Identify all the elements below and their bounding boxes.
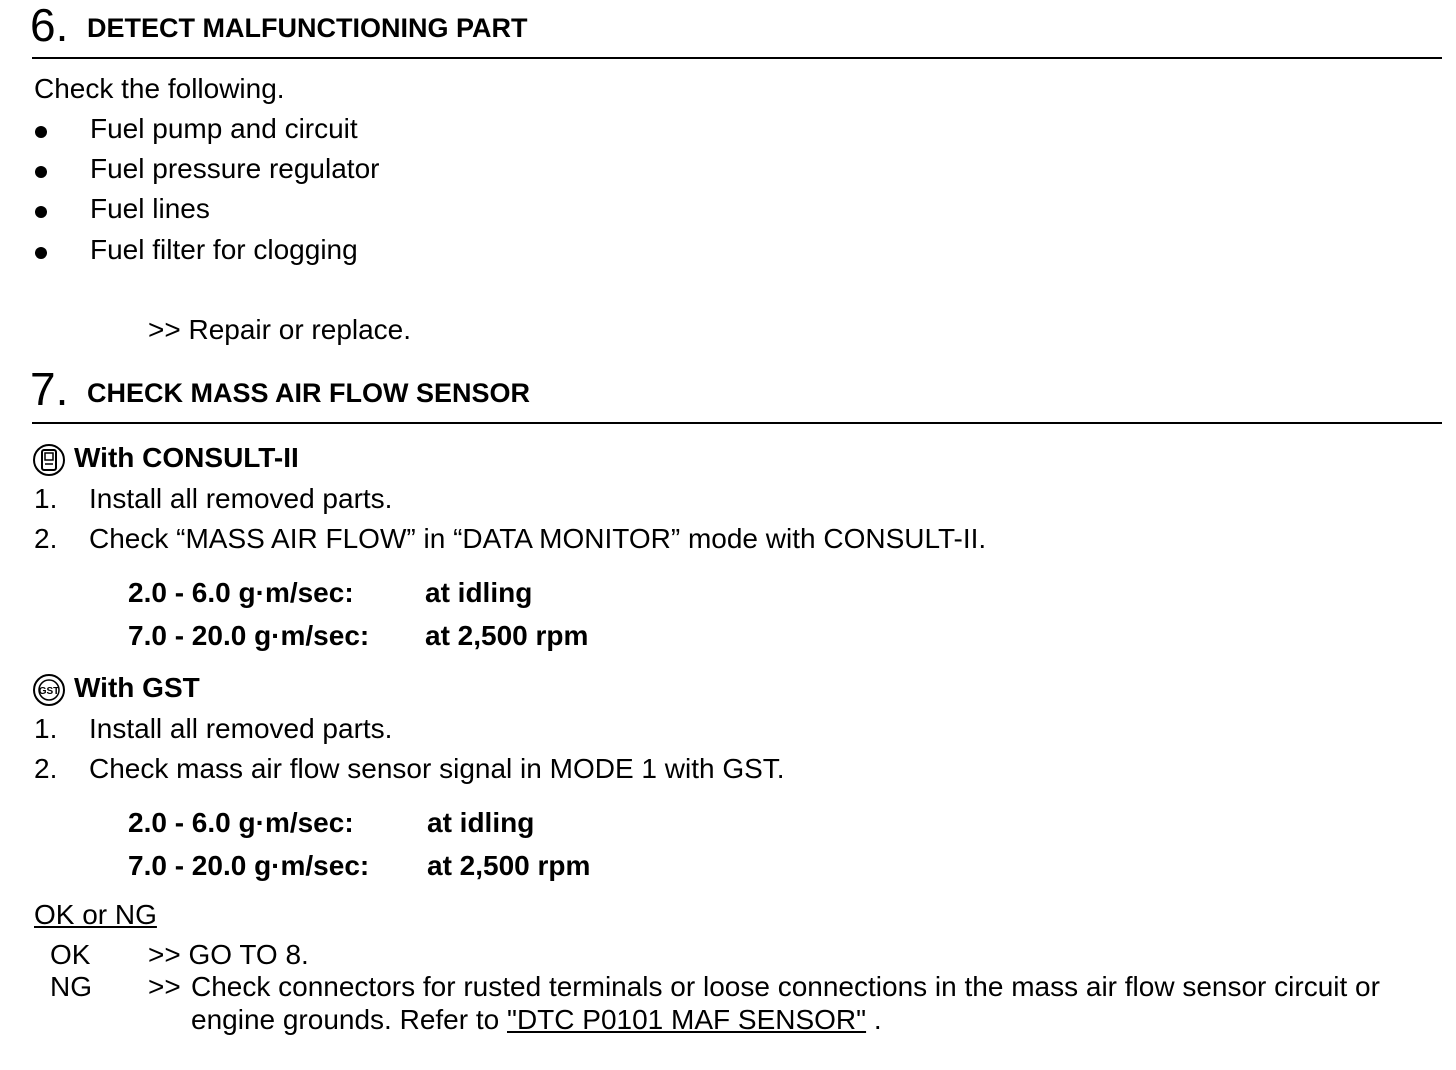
spec-value: 7.0 - 20.0 g·m/sec: xyxy=(128,620,370,651)
ok-result: >> GO TO 8. xyxy=(148,939,309,970)
consult-step-number: 1. xyxy=(34,483,58,514)
ng-result-line1: Check connectors for rusted terminals or loose connections in the mass air flow sensor circuit or xyxy=(191,971,1380,1002)
step-6-number: 6. xyxy=(30,0,69,51)
spec-condition: at 2,500 rpm xyxy=(427,850,591,881)
spec-value: 2.0 - 6.0 g·m/sec: xyxy=(128,807,354,838)
gst-step-number: 1. xyxy=(34,713,58,744)
ng-arrow: >> xyxy=(148,971,181,1002)
gst-step-text: Check mass air flow sensor signal in MODE 1 with GST. xyxy=(89,753,785,784)
svg-text:GST: GST xyxy=(38,686,60,697)
ok-or-ng-label: OK or NG xyxy=(34,899,157,930)
step-6-intro: Check the following. xyxy=(34,73,285,104)
ng-label: NG xyxy=(50,971,92,1002)
ok-label: OK xyxy=(50,939,91,970)
consult-ii-icon xyxy=(32,443,66,477)
step-7-title: CHECK MASS AIR FLOW SENSOR xyxy=(87,378,531,408)
consult-step-text: Check “MASS AIR FLOW” in “DATA MONITOR” mode with CONSULT-II. xyxy=(89,523,987,554)
ng-result-suffix: . xyxy=(873,1004,882,1035)
check-item-fuel-lines: Fuel lines xyxy=(90,193,210,224)
check-item-fuel-filter: Fuel filter for clogging xyxy=(90,234,358,265)
dtc-p0101-link[interactable]: "DTC P0101 MAF SENSOR" xyxy=(507,1004,867,1035)
spec-condition: at 2,500 rpm xyxy=(425,620,589,651)
step-6-divider xyxy=(32,57,1442,59)
consult-step-number: 2. xyxy=(34,523,58,554)
step-6-result: >> Repair or replace. xyxy=(148,314,412,345)
gst-step-text: Install all removed parts. xyxy=(89,713,393,744)
check-item-pressure-regulator: Fuel pressure regulator xyxy=(90,153,380,184)
spec-condition: at idling xyxy=(425,577,533,608)
check-item-fuel-pump: Fuel pump and circuit xyxy=(90,113,358,144)
spec-condition: at idling xyxy=(427,807,535,838)
bullet-icon xyxy=(35,166,47,178)
gst-icon xyxy=(32,673,66,707)
step-6-title: DETECT MALFUNCTIONING PART xyxy=(87,13,528,43)
spec-value: 2.0 - 6.0 g·m/sec: xyxy=(128,577,354,608)
bullet-icon xyxy=(35,206,47,218)
consult-step-text: Install all removed parts. xyxy=(89,483,393,514)
consult-ii-header: With CONSULT-II xyxy=(74,442,299,473)
bullet-icon xyxy=(35,126,47,138)
step-7-divider xyxy=(32,422,1442,424)
step-7-number: 7. xyxy=(30,363,69,415)
ng-result-line2 xyxy=(191,1004,882,1036)
ng-result-prefix: engine grounds. Refer to xyxy=(191,1004,500,1035)
spec-value: 7.0 - 20.0 g·m/sec: xyxy=(128,850,370,881)
gst-header: With GST xyxy=(74,672,200,703)
gst-step-number: 2. xyxy=(34,753,58,784)
bullet-icon xyxy=(35,247,47,259)
